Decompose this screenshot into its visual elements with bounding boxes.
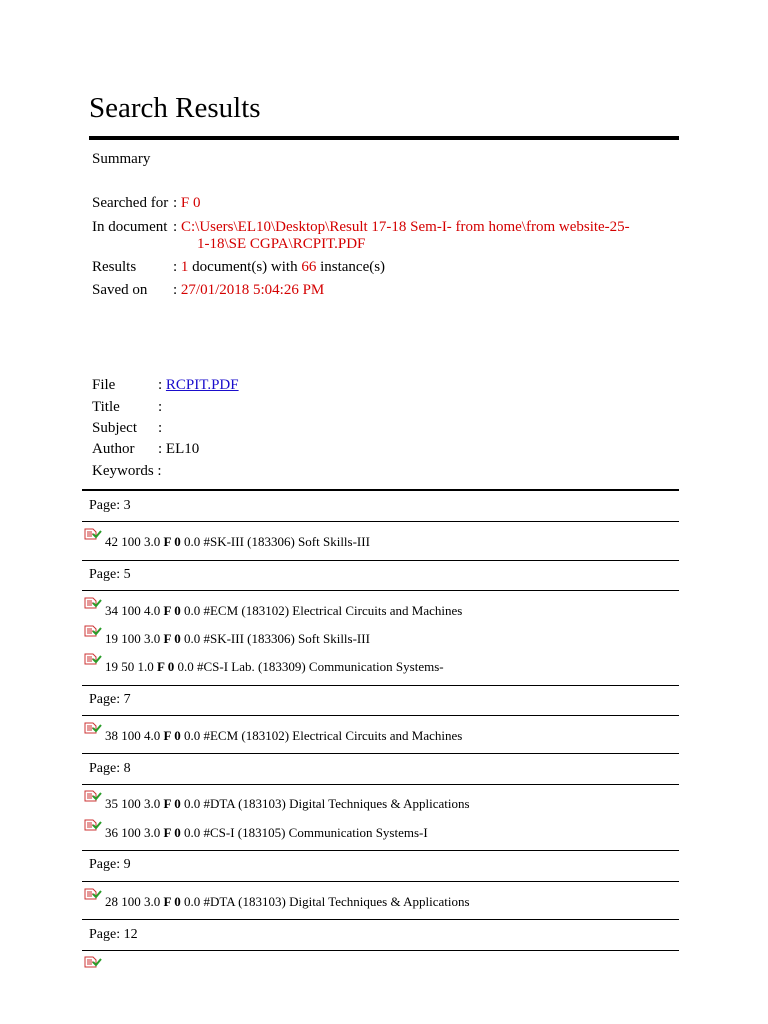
in-document-line-2: 1-18\SE CGPA\RCPIT.PDF xyxy=(197,236,366,252)
in-document-line-1: C:\Users\EL10\Desktop\Result 17-18 Sem-I- from home\from website-25- xyxy=(181,219,630,235)
divider xyxy=(82,919,679,920)
hit-post: 0.0 #SK-III (183306) Soft Skills-III xyxy=(183,534,370,549)
hit-term: F 0 xyxy=(163,631,181,646)
hit-term: F 0 xyxy=(163,728,181,743)
divider xyxy=(82,685,679,686)
hit-post: 0.0 #CS-I Lab. (183309) Communication Systems- xyxy=(177,659,444,674)
author-label: Author xyxy=(92,441,135,457)
results-instances: 66 xyxy=(301,259,317,275)
file-link[interactable]: RCPIT.PDF xyxy=(165,377,239,393)
result-hit[interactable] xyxy=(84,894,470,909)
page-label-9: Page: 9 xyxy=(89,857,131,872)
keywords-label: Keywords : xyxy=(92,463,162,479)
divider xyxy=(82,489,679,491)
divider xyxy=(82,521,679,522)
searched-for-label: Searched for xyxy=(92,195,169,211)
divider xyxy=(82,590,679,591)
page-label-3: Page: 3 xyxy=(89,498,131,513)
hit-pre: 42 100 3.0 xyxy=(105,534,161,549)
file-label: File xyxy=(92,377,116,393)
result-hit[interactable] xyxy=(84,796,470,811)
title-label: Title xyxy=(92,399,120,415)
hit-term: F 0 xyxy=(163,796,181,811)
result-marker-icon[interactable] xyxy=(84,888,102,902)
result-hit[interactable] xyxy=(84,534,370,549)
colon: : xyxy=(173,282,178,298)
result-marker-icon[interactable] xyxy=(84,722,102,736)
divider xyxy=(82,881,679,882)
colon: : xyxy=(158,399,163,415)
results-row xyxy=(92,259,385,276)
divider xyxy=(82,560,679,561)
in-document-value xyxy=(181,219,651,253)
hit-pre: 34 100 4.0 xyxy=(105,603,161,618)
saved-on-label: Saved on xyxy=(92,282,148,298)
hit-pre: 38 100 4.0 xyxy=(105,728,161,743)
hit-pre: 35 100 3.0 xyxy=(105,796,161,811)
hit-pre: 19 50 1.0 xyxy=(105,659,154,674)
page-label-5: Page: 5 xyxy=(89,567,131,582)
title-rule xyxy=(89,136,679,140)
result-marker-icon[interactable] xyxy=(84,956,102,970)
author-row xyxy=(92,440,199,458)
author-value: EL10 xyxy=(165,441,200,457)
colon: : xyxy=(158,377,163,393)
colon: : xyxy=(158,420,163,436)
results-label: Results xyxy=(92,259,137,275)
saved-on-row xyxy=(92,282,324,299)
file-row xyxy=(92,376,239,394)
result-marker-icon[interactable] xyxy=(84,790,102,804)
in-document-label: In document xyxy=(92,219,168,235)
result-hit[interactable] xyxy=(84,659,444,674)
colon: : xyxy=(173,259,178,275)
divider xyxy=(82,753,679,754)
divider xyxy=(82,850,679,851)
hit-pre: 36 100 3.0 xyxy=(105,825,161,840)
result-marker-icon[interactable] xyxy=(84,653,102,667)
hit-pre: 19 100 3.0 xyxy=(105,631,161,646)
page-title: Search Results xyxy=(89,92,261,124)
divider xyxy=(82,784,679,785)
hit-term: F 0 xyxy=(163,534,181,549)
result-hit[interactable] xyxy=(84,962,105,977)
hit-post: 0.0 #SK-III (183306) Soft Skills-III xyxy=(183,631,370,646)
hit-post: 0.0 #ECM (183102) Electrical Circuits and Machines xyxy=(183,728,463,743)
page-label-8: Page: 8 xyxy=(89,761,131,776)
hit-term: F 0 xyxy=(163,894,181,909)
result-marker-icon[interactable] xyxy=(84,597,102,611)
divider xyxy=(82,950,679,951)
page-label-7: Page: 7 xyxy=(89,692,131,707)
in-document-row xyxy=(92,219,177,236)
hit-term: F 0 xyxy=(163,603,181,618)
divider xyxy=(82,715,679,716)
hit-term: F 0 xyxy=(163,825,181,840)
result-hit[interactable] xyxy=(84,728,462,743)
hit-term: F 0 xyxy=(157,659,175,674)
searched-for-value: F 0 xyxy=(180,195,201,211)
saved-on-value: 27/01/2018 5:04:26 PM xyxy=(180,282,325,298)
colon: : xyxy=(173,219,178,235)
subject-label: Subject xyxy=(92,420,137,436)
hit-post: 0.0 #ECM (183102) Electrical Circuits and Machines xyxy=(183,603,463,618)
result-marker-icon[interactable] xyxy=(84,819,102,833)
result-marker-icon[interactable] xyxy=(84,528,102,542)
hit-pre: 28 100 3.0 xyxy=(105,894,161,909)
result-hit[interactable] xyxy=(84,631,370,646)
result-hit[interactable] xyxy=(84,603,462,618)
results-tail-text: instance(s) xyxy=(320,259,386,275)
summary-heading: Summary xyxy=(92,151,151,167)
result-marker-icon[interactable] xyxy=(84,625,102,639)
subject-row xyxy=(92,419,162,437)
hit-post: 0.0 #CS-I (183105) Communication Systems-I xyxy=(183,825,428,840)
searched-for-row xyxy=(92,195,201,212)
colon: : xyxy=(173,195,178,211)
hit-post: 0.0 #DTA (183103) Digital Techniques & Applications xyxy=(183,894,470,909)
keywords-row xyxy=(92,462,162,480)
result-hit[interactable] xyxy=(84,825,428,840)
title-row xyxy=(92,398,162,416)
hit-post: 0.0 #DTA (183103) Digital Techniques & Applications xyxy=(183,796,470,811)
results-count: 1 xyxy=(180,259,189,275)
results-mid-text: document(s) with xyxy=(192,259,298,275)
page-label-12: Page: 12 xyxy=(89,927,138,942)
colon: : xyxy=(158,441,163,457)
